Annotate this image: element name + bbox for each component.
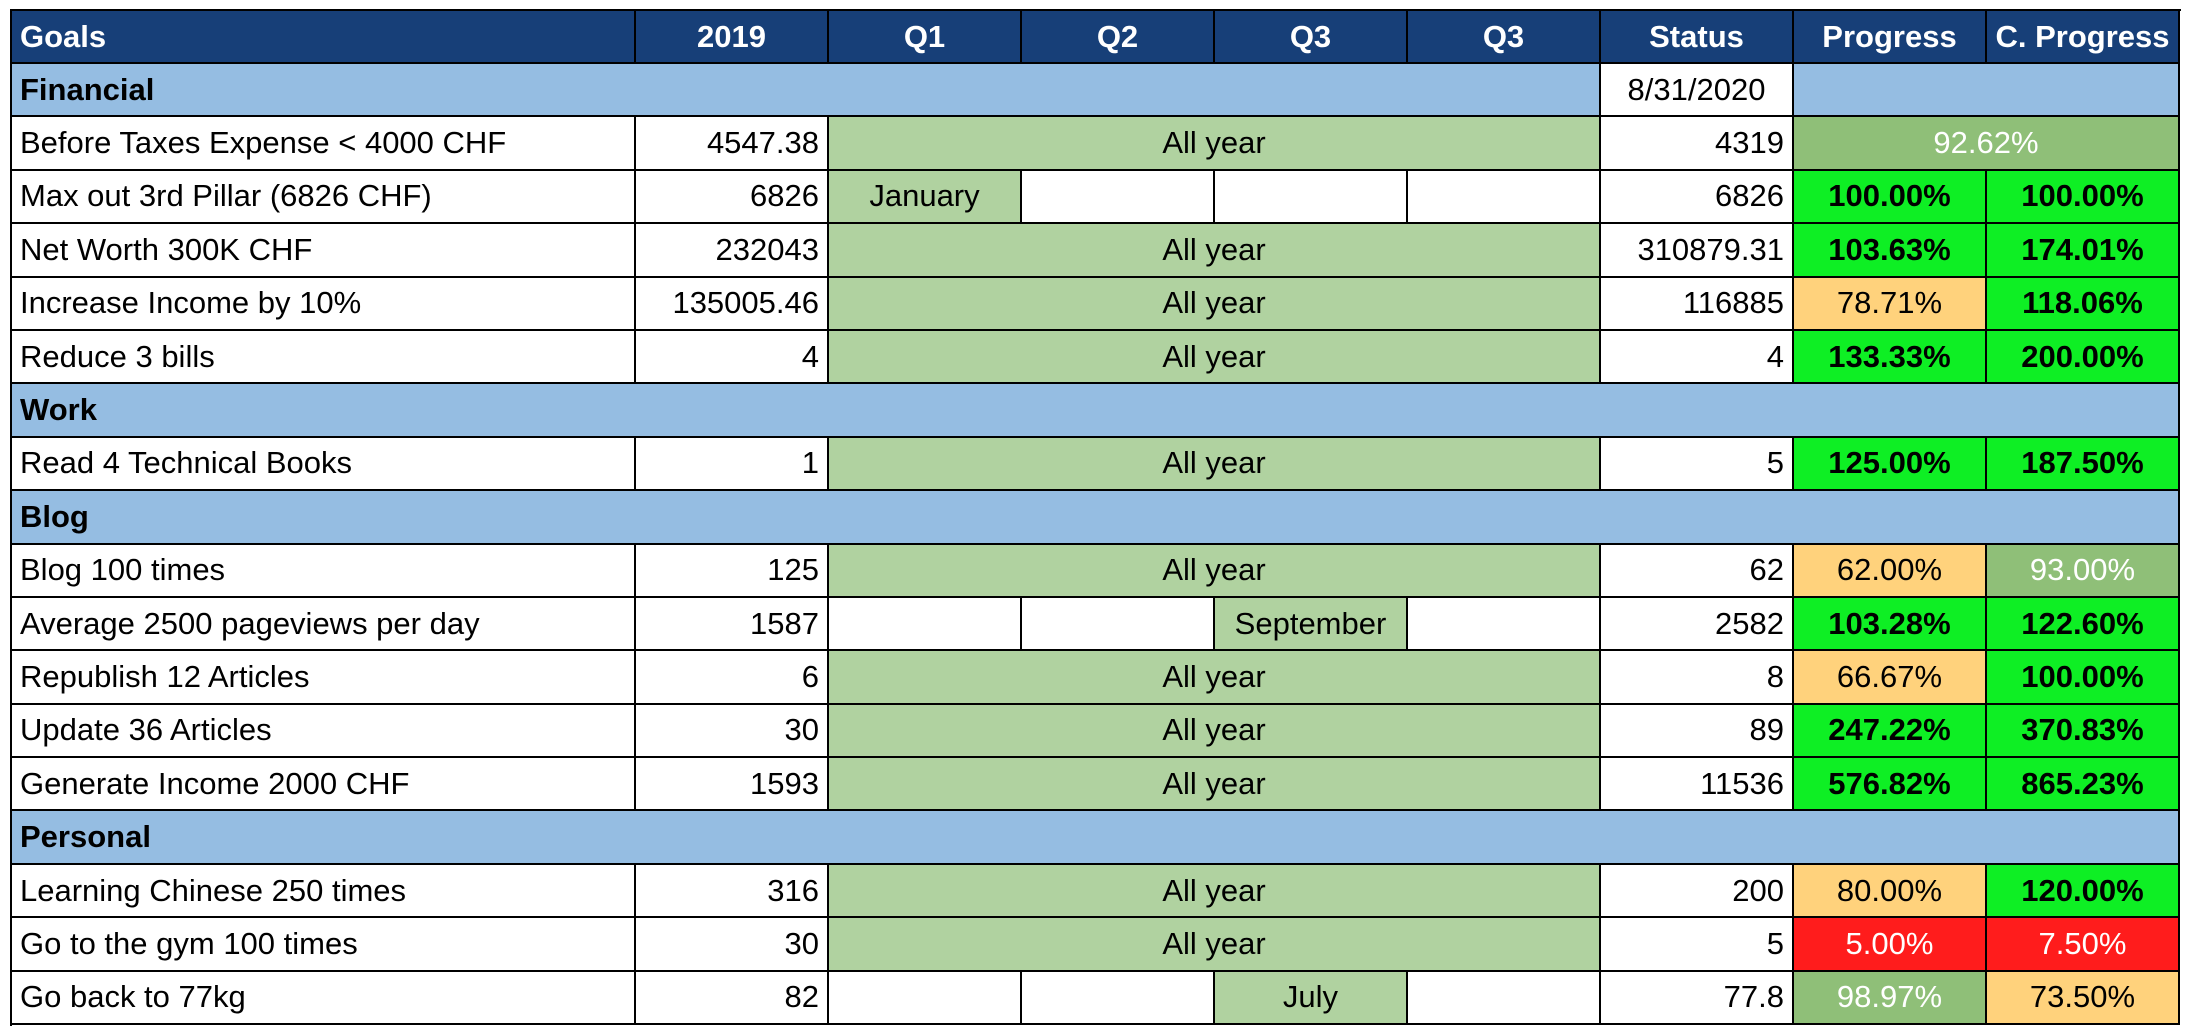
header-status[interactable]: Status: [1601, 11, 1794, 64]
c-progress-cell[interactable]: 120.00%: [1987, 865, 2180, 918]
status-cell[interactable]: 77.8: [1601, 972, 1794, 1025]
goal-cell[interactable]: Increase Income by 10%: [12, 278, 636, 331]
period-cell[interactable]: All year: [829, 438, 1601, 491]
goals-spreadsheet: [10, 9, 2181, 1026]
value-2019-cell[interactable]: 125: [636, 545, 829, 598]
progress-cell[interactable]: 125.00%: [1794, 438, 1987, 491]
progress-cell[interactable]: 98.97%: [1794, 972, 1987, 1025]
status-cell[interactable]: 310879.31: [1601, 224, 1794, 277]
value-2019-cell[interactable]: 232043: [636, 224, 829, 277]
q1-cell[interactable]: [829, 598, 1022, 651]
status-cell[interactable]: 6826: [1601, 171, 1794, 224]
status-cell[interactable]: 11536: [1601, 758, 1794, 811]
period-cell[interactable]: All year: [829, 705, 1601, 758]
progress-cell[interactable]: 103.28%: [1794, 598, 1987, 651]
period-cell[interactable]: January: [829, 171, 1022, 224]
c-progress-cell[interactable]: 865.23%: [1987, 758, 2180, 811]
status-cell[interactable]: 62: [1601, 545, 1794, 598]
goal-cell[interactable]: Max out 3rd Pillar (6826 CHF): [12, 171, 636, 224]
q2-cell[interactable]: [1022, 598, 1215, 651]
goal-cell[interactable]: Blog 100 times: [12, 545, 636, 598]
section-personal[interactable]: Personal: [12, 811, 2180, 864]
c-progress-cell[interactable]: 118.06%: [1987, 278, 2180, 331]
c-progress-cell[interactable]: 187.50%: [1987, 438, 2180, 491]
c-progress-cell[interactable]: 100.00%: [1987, 651, 2180, 704]
c-progress-cell[interactable]: 73.50%: [1987, 972, 2180, 1025]
progress-cell[interactable]: 66.67%: [1794, 651, 1987, 704]
section-financial[interactable]: Financial: [12, 64, 1601, 117]
header-q3[interactable]: Q3: [1215, 11, 1408, 64]
q3-second-cell[interactable]: [1408, 972, 1601, 1025]
c-progress-cell[interactable]: 174.01%: [1987, 224, 2180, 277]
c-progress-cell[interactable]: 370.83%: [1987, 705, 2180, 758]
period-cell[interactable]: All year: [829, 758, 1601, 811]
period-cell[interactable]: All year: [829, 918, 1601, 971]
value-2019-cell[interactable]: 1587: [636, 598, 829, 651]
value-2019-cell[interactable]: 4547.38: [636, 117, 829, 170]
section-financial-tail[interactable]: [1794, 64, 2180, 117]
period-cell[interactable]: All year: [829, 224, 1601, 277]
period-cell[interactable]: All year: [829, 331, 1601, 384]
period-cell[interactable]: July: [1215, 972, 1408, 1025]
value-2019-cell[interactable]: 1: [636, 438, 829, 491]
goal-cell[interactable]: Generate Income 2000 CHF: [12, 758, 636, 811]
goal-cell[interactable]: Go to the gym 100 times: [12, 918, 636, 971]
value-2019-cell[interactable]: 135005.46: [636, 278, 829, 331]
c-progress-cell[interactable]: 100.00%: [1987, 171, 2180, 224]
status-cell[interactable]: 89: [1601, 705, 1794, 758]
period-cell[interactable]: All year: [829, 651, 1601, 704]
header-q3-second[interactable]: Q3: [1408, 11, 1601, 64]
q1-cell[interactable]: [829, 972, 1022, 1025]
q2-cell[interactable]: [1022, 972, 1215, 1025]
value-2019-cell[interactable]: 6826: [636, 171, 829, 224]
header-2019[interactable]: 2019: [636, 11, 829, 64]
progress-cell[interactable]: 92.62%: [1794, 117, 2180, 170]
c-progress-cell[interactable]: 200.00%: [1987, 331, 2180, 384]
goal-cell[interactable]: Net Worth 300K CHF: [12, 224, 636, 277]
period-cell[interactable]: All year: [829, 117, 1601, 170]
value-2019-cell[interactable]: 316: [636, 865, 829, 918]
header-goals[interactable]: Goals: [12, 11, 636, 64]
header-q2[interactable]: Q2: [1022, 11, 1215, 64]
c-progress-cell[interactable]: 122.60%: [1987, 598, 2180, 651]
status-cell[interactable]: 116885: [1601, 278, 1794, 331]
header-q1[interactable]: Q1: [829, 11, 1022, 64]
progress-cell[interactable]: 62.00%: [1794, 545, 1987, 598]
status-cell[interactable]: 200: [1601, 865, 1794, 918]
c-progress-cell[interactable]: 7.50%: [1987, 918, 2180, 971]
goal-cell[interactable]: Update 36 Articles: [12, 705, 636, 758]
period-cell[interactable]: September: [1215, 598, 1408, 651]
progress-cell[interactable]: 103.63%: [1794, 224, 1987, 277]
q3-second-cell[interactable]: [1408, 171, 1601, 224]
progress-cell[interactable]: 78.71%: [1794, 278, 1987, 331]
period-cell[interactable]: All year: [829, 865, 1601, 918]
progress-cell[interactable]: 100.00%: [1794, 171, 1987, 224]
goal-cell[interactable]: Reduce 3 bills: [12, 331, 636, 384]
status-cell[interactable]: 5: [1601, 438, 1794, 491]
goal-cell[interactable]: Learning Chinese 250 times: [12, 865, 636, 918]
status-date[interactable]: 8/31/2020: [1601, 64, 1794, 117]
header-c-progress[interactable]: C. Progress: [1987, 11, 2180, 64]
goal-cell[interactable]: Go back to 77kg: [12, 972, 636, 1025]
status-cell[interactable]: 8: [1601, 651, 1794, 704]
progress-cell[interactable]: 5.00%: [1794, 918, 1987, 971]
goal-cell[interactable]: Average 2500 pageviews per day: [12, 598, 636, 651]
section-work[interactable]: Work: [12, 384, 2180, 437]
value-2019-cell[interactable]: 30: [636, 705, 829, 758]
progress-cell[interactable]: 133.33%: [1794, 331, 1987, 384]
header-progress[interactable]: Progress: [1794, 11, 1987, 64]
goal-cell[interactable]: Before Taxes Expense < 4000 CHF: [12, 117, 636, 170]
value-2019-cell[interactable]: 1593: [636, 758, 829, 811]
section-blog[interactable]: Blog: [12, 491, 2180, 544]
value-2019-cell[interactable]: 6: [636, 651, 829, 704]
period-cell[interactable]: All year: [829, 545, 1601, 598]
progress-cell[interactable]: 576.82%: [1794, 758, 1987, 811]
status-cell[interactable]: 4319: [1601, 117, 1794, 170]
value-2019-cell[interactable]: 4: [636, 331, 829, 384]
q2-cell[interactable]: [1022, 171, 1215, 224]
goal-cell[interactable]: Republish 12 Articles: [12, 651, 636, 704]
period-cell[interactable]: All year: [829, 278, 1601, 331]
progress-cell[interactable]: 247.22%: [1794, 705, 1987, 758]
status-cell[interactable]: 5: [1601, 918, 1794, 971]
value-2019-cell[interactable]: 82: [636, 972, 829, 1025]
q3-second-cell[interactable]: [1408, 598, 1601, 651]
goal-cell[interactable]: Read 4 Technical Books: [12, 438, 636, 491]
c-progress-cell[interactable]: 93.00%: [1987, 545, 2180, 598]
q3-cell[interactable]: [1215, 171, 1408, 224]
value-2019-cell[interactable]: 30: [636, 918, 829, 971]
status-cell[interactable]: 4: [1601, 331, 1794, 384]
progress-cell[interactable]: 80.00%: [1794, 865, 1987, 918]
status-cell[interactable]: 2582: [1601, 598, 1794, 651]
